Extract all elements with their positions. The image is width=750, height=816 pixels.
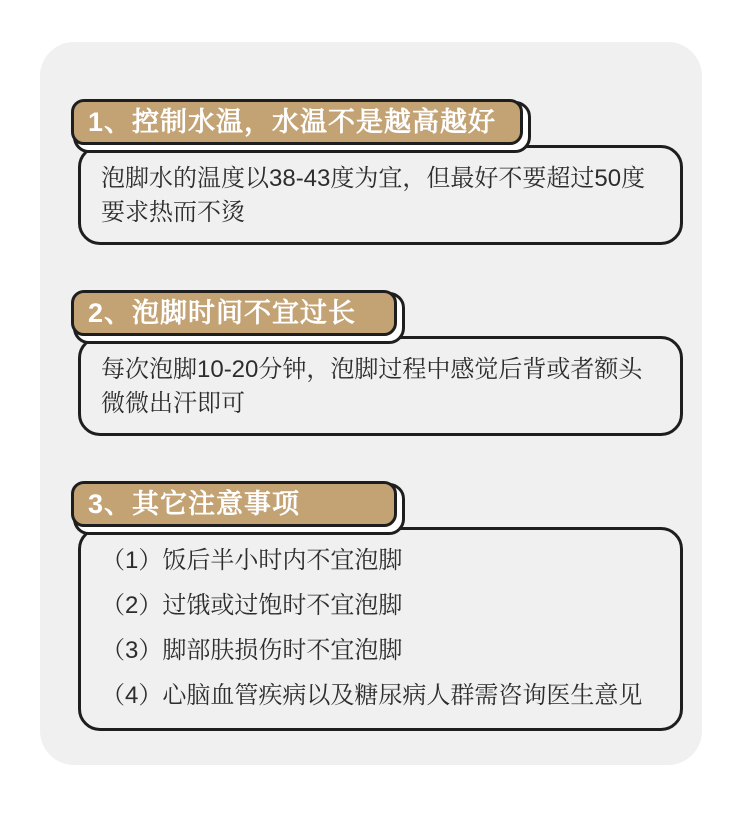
info-card [40,42,702,765]
notice-item-3: （3）脚部肤损伤时不宜泡脚 [101,637,403,664]
section-1-panel [78,145,683,245]
section-2-text-line: 微微出汗即可 [101,390,245,417]
section-1-text-line: 要求热而不烫 [101,199,245,226]
section-1-badge-outline [73,101,531,153]
section-duration [40,292,702,436]
section-3-badge: 3、其它注意事项 [71,481,397,527]
section-3-badge-outline [73,483,405,535]
section-2-badge-outline [73,292,405,344]
section-2-badge: 2、泡脚时间不宜过长 [71,290,397,336]
section-2-text-line: 每次泡脚10-20分钟，泡脚过程中感觉后背或者额头 [101,356,643,383]
notice-item-4: （4）心脑血管疾病以及糖尿病人群需咨询医生意见 [101,682,643,709]
notice-item-1: （1）饭后半小时内不宜泡脚 [101,547,403,574]
section-water-temp [40,101,702,245]
section-3-panel [78,527,683,731]
section-other-notes [40,483,702,731]
section-2-panel [78,336,683,436]
section-1-badge: 1、控制水温，水温不是越高越好 [71,99,523,145]
notice-item-2: （2）过饿或过饱时不宜泡脚 [101,592,403,619]
section-1-text-line: 泡脚水的温度以38-43度为宜，但最好不要超过50度 [101,165,646,192]
